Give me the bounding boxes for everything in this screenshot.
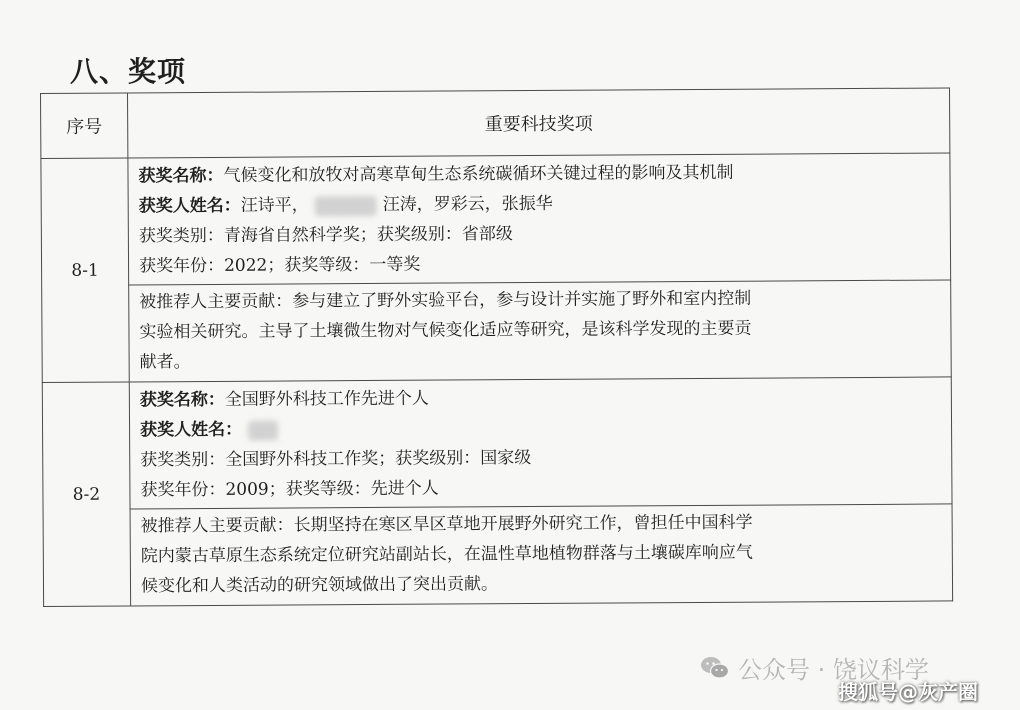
- contribution-line: 候变化和人类活动的研究领域做出了突出贡献。: [140, 574, 499, 597]
- row-seq: 8-2: [42, 382, 130, 607]
- award-name-label: 获奖名称：: [138, 165, 224, 187]
- award-category-line: 获奖类别：全国野外科技工作奖；获奖级别：国家级: [140, 448, 532, 471]
- award-row: [42, 377, 952, 510]
- footer-brand: 搜狐号@灰产圈: [838, 680, 978, 704]
- winners-line: [140, 411, 939, 446]
- redacted-name: [248, 420, 278, 440]
- winners-before: 汪诗平，: [240, 195, 309, 216]
- table-header-row: [41, 88, 950, 159]
- contribution-line: 献者。: [139, 352, 191, 373]
- award-info-cell: [128, 153, 951, 285]
- award-row: [41, 153, 951, 286]
- watermark-text: 公众号 · 饶议科学: [738, 656, 929, 684]
- contribution-line: 被推荐人主要贡献：参与建立了野外实验平台，参与设计并实施了野外和室内控制: [139, 288, 752, 313]
- contribution-row: [42, 280, 952, 383]
- contribution-cell: [129, 280, 952, 382]
- redacted-name: [315, 195, 377, 215]
- award-name-value: 气候变化和放牧对高寒草甸生态系统碳循环关键过程的影响及其机制: [223, 162, 734, 186]
- winners-after: 汪涛，罗彩云，张振华: [382, 193, 553, 215]
- wechat-icon: [700, 655, 730, 681]
- header-seq: 序号: [41, 93, 128, 159]
- winners-line: [139, 187, 938, 222]
- winners-label: 获奖人姓名：: [140, 419, 243, 441]
- award-info-cell: [129, 377, 952, 509]
- contribution-line: 被推荐人主要贡献：长期坚持在寒区旱区草地开展野外研究工作，曾担任中国科学: [140, 512, 753, 537]
- award-year-line: 获奖年份：2009；获奖等级：先进个人: [140, 478, 439, 501]
- award-name-line: [140, 381, 939, 416]
- award-category-line: 获奖类别：青海省自然科学奖；获奖级别：省部级: [138, 224, 513, 247]
- award-name-line: [138, 157, 937, 192]
- awards-table: [40, 87, 953, 607]
- award-year-line: 获奖年份：2022；获奖等级：一等奖: [138, 254, 421, 277]
- contribution-line: 实验相关研究。主导了土壤微生物对气候变化适应等研究，是该科学发现的主要贡: [139, 318, 752, 343]
- award-name-label: 获奖名称：: [139, 389, 225, 411]
- award-name-value: 全国野外科技工作先进个人: [224, 388, 429, 410]
- winners-label: 获奖人姓名：: [138, 195, 241, 217]
- row-seq: 8-1: [41, 158, 129, 383]
- section-title: 八、奖项: [70, 55, 187, 88]
- contribution-line: 院内蒙古草原生态系统定位研究站副站长，在温性草地植物群落与土壤碳库响应气: [140, 542, 753, 567]
- contribution-cell: [130, 504, 953, 606]
- contribution-row: [43, 504, 953, 607]
- header-award: 重要科技奖项: [128, 88, 950, 158]
